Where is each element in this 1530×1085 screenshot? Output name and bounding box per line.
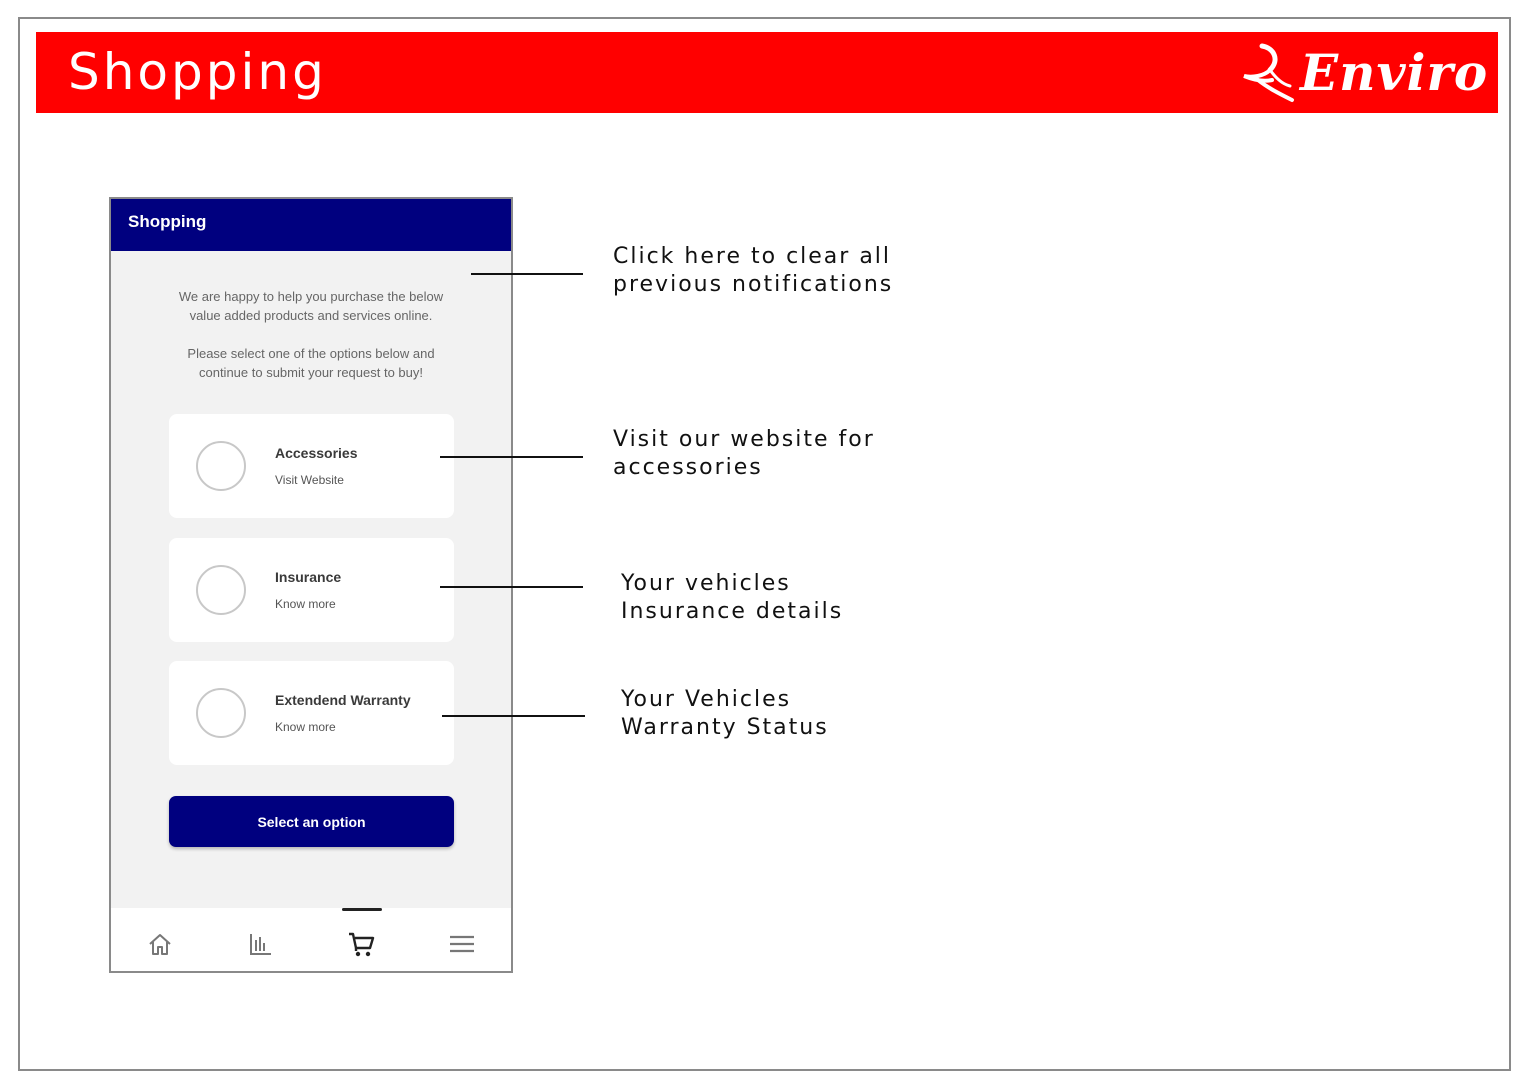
phone-mockup (109, 197, 513, 973)
intro-line: continue to submit your request to buy! (198, 365, 423, 380)
option-card-warranty[interactable] (169, 661, 454, 765)
intro-line: Please select one of the options below and (187, 346, 435, 361)
annotation-line: Click here to clear all (613, 244, 892, 269)
logo-text: Enviro (1300, 43, 1489, 102)
menu-icon (447, 929, 477, 959)
option-link[interactable]: Visit Website (275, 473, 344, 487)
annotation-accessories (613, 426, 875, 482)
annotation-pointer (440, 456, 583, 458)
app-header (111, 199, 511, 251)
active-tab-indicator (342, 908, 382, 911)
annotation-line: accessories (613, 455, 763, 480)
select-option-button[interactable]: Select an option (169, 796, 454, 847)
annotation-warranty (621, 686, 829, 742)
annotation-line: previous notifications (613, 272, 894, 297)
tab-cart[interactable] (346, 929, 376, 959)
option-title: Insurance (275, 569, 342, 585)
intro-line: value added products and services online. (189, 308, 433, 323)
option-card-insurance[interactable] (169, 538, 454, 642)
annotation-pointer (442, 715, 585, 717)
annotation-insurance (621, 570, 843, 626)
banner-title: Shopping (68, 43, 327, 101)
tab-stats[interactable] (245, 929, 275, 959)
home-icon (145, 929, 175, 959)
bottom-tab-bar (111, 908, 511, 973)
annotation-line: Insurance details (621, 599, 844, 624)
option-title: Accessories (275, 445, 358, 461)
tab-menu[interactable] (447, 929, 477, 959)
annotation-line: Your vehicles (621, 571, 791, 596)
option-link[interactable]: Know more (275, 597, 336, 611)
stats-icon (245, 929, 275, 959)
annotation-line: Visit our website for (613, 427, 875, 452)
cart-icon (346, 929, 376, 959)
tab-home[interactable] (145, 929, 175, 959)
annotation-line: Your Vehicles (621, 687, 792, 712)
bird-logo-icon (1240, 42, 1296, 104)
app-header-title: Shopping (128, 212, 207, 231)
intro-text (141, 287, 481, 325)
enviro-logo (1240, 40, 1489, 106)
radio-button[interactable] (196, 441, 246, 491)
radio-button[interactable] (196, 688, 246, 738)
option-link[interactable]: Know more (275, 720, 336, 734)
annotation-pointer (471, 273, 583, 275)
option-title: Extendend Warranty (275, 692, 411, 708)
annotation-pointer (440, 586, 583, 588)
intro-line: We are happy to help you purchase the below (178, 289, 444, 304)
annotation-clear-notifications (613, 243, 893, 299)
title-banner (36, 32, 1498, 113)
option-card-accessories[interactable] (169, 414, 454, 518)
instruction-text (141, 344, 481, 382)
radio-button[interactable] (196, 565, 246, 615)
annotation-line: Warranty Status (621, 715, 829, 740)
